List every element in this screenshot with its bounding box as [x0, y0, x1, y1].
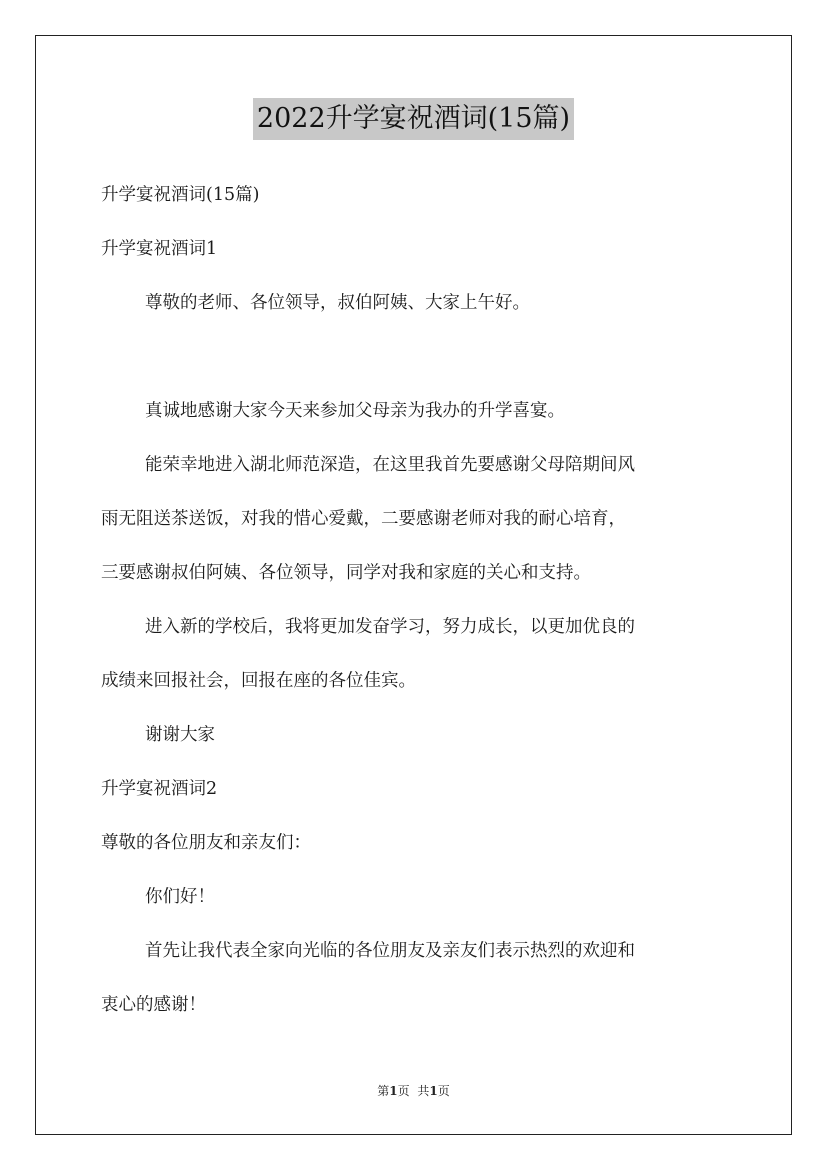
paragraph-line: 能荣幸地进入湖北师范深造，在这里我首先要感谢父母陪期间风 [145, 455, 635, 475]
total-pages: 1 [429, 1084, 438, 1098]
total-prefix: 共 [417, 1084, 430, 1098]
document-title: 2022升学宴祝酒词(15篇) [253, 98, 574, 140]
paragraph-line: 进入新的学校后，我将更加发奋学习，努力成长，以更加优良的 [145, 617, 635, 637]
section-heading: 升学宴祝酒词(15篇) [101, 185, 260, 205]
paragraph-line: 首先让我代表全家向光临的各位朋友及亲友们表示热烈的欢迎和 [145, 941, 635, 961]
page-suffix: 页 [397, 1084, 410, 1098]
paragraph-line: 谢谢大家 [145, 725, 215, 745]
paragraph-line: 雨无阻送茶送饭，对我的惜心爱戴，二要感谢老师对我的耐心培育， [101, 509, 626, 529]
paragraph-line: 衷心的感谢！ [101, 995, 206, 1015]
page-footer [0, 1083, 827, 1099]
paragraph-line: 尊敬的老师、各位领导，叔伯阿姨、大家上午好。 [145, 293, 530, 313]
total-suffix: 页 [437, 1084, 450, 1098]
paragraph-line: 三要感谢叔伯阿姨、各位领导，同学对我和家庭的关心和支持。 [101, 563, 591, 583]
section-heading: 升学宴祝酒词2 [101, 779, 218, 799]
paragraph-line: 成绩来回报社会，回报在座的各位佳宾。 [101, 671, 416, 691]
paragraph-line: 尊敬的各位朋友和亲友们： [101, 833, 311, 853]
paragraph-line: 你们好！ [145, 887, 215, 907]
paragraph-line: 真诚地感谢大家今天来参加父母亲为我办的升学喜宴。 [145, 401, 565, 421]
section-heading: 升学宴祝酒词1 [101, 239, 218, 259]
title-container [0, 98, 827, 140]
page-prefix: 第 [377, 1084, 390, 1098]
page-number: 1 [389, 1084, 398, 1098]
